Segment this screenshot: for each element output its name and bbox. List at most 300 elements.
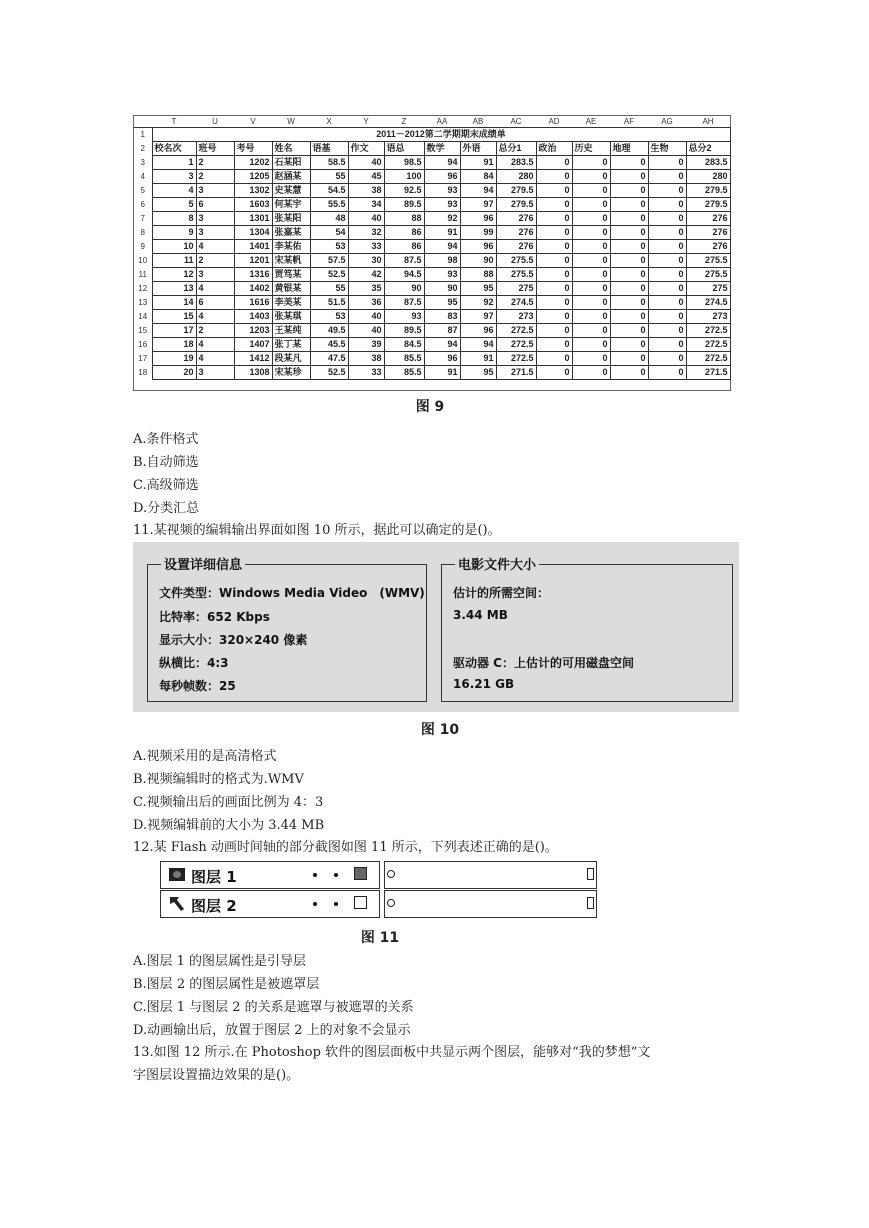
column-header: 总分2 [686, 142, 730, 156]
row-number: 3 [134, 156, 152, 170]
row-number: 18 [134, 366, 152, 380]
table-cell: 92.5 [384, 184, 424, 198]
figure-11-caption: 图 11 [360, 930, 400, 946]
figure-10-export-dialog [133, 542, 739, 712]
column-letter: Z [384, 116, 424, 128]
table-cell: 38 [348, 352, 384, 366]
table-cell: 0 [536, 198, 572, 212]
outline-box-icon[interactable] [354, 867, 367, 880]
row-number: 9 [134, 240, 152, 254]
table-cell: 1308 [234, 366, 272, 380]
table-cell: 274.5 [686, 296, 730, 310]
row-number: 8 [134, 226, 152, 240]
table-cell: 0 [610, 198, 648, 212]
table-row [134, 324, 730, 338]
table-cell: 0 [610, 254, 648, 268]
table-cell: 0 [536, 352, 572, 366]
table-cell: 14 [152, 296, 196, 310]
layer-2-row[interactable] [160, 890, 380, 918]
row-number: 17 [134, 352, 152, 366]
column-letter: AF [610, 116, 648, 128]
table-cell: 0 [536, 156, 572, 170]
table-cell: 55 [310, 170, 348, 184]
table-cell: 0 [572, 254, 610, 268]
table-cell: 93 [384, 310, 424, 324]
fps-line: 每秒帧数：25 [159, 679, 236, 693]
table-cell: 0 [648, 184, 686, 198]
table-cell: 90 [460, 254, 496, 268]
table-cell: 95 [460, 282, 496, 296]
free-space-value: 16.21 GB [453, 677, 515, 691]
table-cell: 54 [310, 226, 348, 240]
column-letter: T [152, 116, 196, 128]
table-cell: 96 [460, 212, 496, 226]
file-type-line: 文件类型：Windows Media Video (WMV) [159, 586, 425, 600]
column-header: 政治 [536, 142, 572, 156]
column-header: 语总 [384, 142, 424, 156]
table-cell: 275.5 [496, 268, 536, 282]
table-cell: 0 [572, 366, 610, 380]
column-letter: AE [572, 116, 610, 128]
table-cell: 10 [152, 240, 196, 254]
table-cell: 0 [648, 212, 686, 226]
table-cell: 8 [152, 212, 196, 226]
table-cell: 0 [610, 170, 648, 184]
keyframe-icon[interactable] [387, 870, 395, 878]
column-letter: AC [496, 116, 536, 128]
q12-option-b: B.图层 2 的图层属性是被遮罩层 [133, 977, 320, 992]
q11-option-a: A.视频采用的是高清格式 [133, 749, 277, 764]
table-cell: 52.5 [310, 268, 348, 282]
table-cell: 99 [460, 226, 496, 240]
keyframe-icon[interactable] [387, 899, 395, 907]
table-cell: 0 [648, 352, 686, 366]
end-frame-icon[interactable] [587, 897, 594, 909]
aspect-ratio-line: 纵横比：4:3 [159, 656, 229, 670]
table-cell: 45 [348, 170, 384, 184]
table-cell: 0 [610, 282, 648, 296]
table-cell: 276 [496, 226, 536, 240]
column-header: 作文 [348, 142, 384, 156]
layer-2-name: 图层 2 [191, 897, 237, 915]
table-cell: 93 [424, 184, 460, 198]
table-cell: 54.5 [310, 184, 348, 198]
column-header: 外语 [460, 142, 496, 156]
table-cell: 279.5 [686, 184, 730, 198]
table-cell: 58.5 [310, 156, 348, 170]
column-header: 地理 [610, 142, 648, 156]
table-cell: 0 [572, 184, 610, 198]
table-cell: 49.5 [310, 324, 348, 338]
table-cell: 2 [196, 324, 234, 338]
table-cell: 段某凡 [272, 352, 310, 366]
table-cell: 0 [536, 268, 572, 282]
table-cell: 18 [152, 338, 196, 352]
column-header-row [134, 116, 730, 128]
table-cell: 93 [424, 268, 460, 282]
column-header: 总分1 [496, 142, 536, 156]
table-cell: 96 [424, 352, 460, 366]
table-cell: 279.5 [496, 198, 536, 212]
table-cell: 2 [196, 156, 234, 170]
table-cell: 0 [536, 338, 572, 352]
q10-option-b: B.自动筛选 [133, 455, 199, 470]
table-cell: 1304 [234, 226, 272, 240]
table-cell: 94 [424, 240, 460, 254]
table-cell: 4 [196, 352, 234, 366]
table-cell: 0 [610, 184, 648, 198]
table-cell: 84 [460, 170, 496, 184]
table-cell: 5 [152, 198, 196, 212]
file-size-group-title: 电影文件大小 [455, 554, 539, 573]
visibility-dot[interactable] [313, 902, 317, 906]
table-cell: 87 [424, 324, 460, 338]
table-cell: 张某阳 [272, 212, 310, 226]
table-cell: 91 [460, 156, 496, 170]
estimated-space-label: 估计的所需空间： [453, 586, 550, 600]
table-cell: 3 [196, 212, 234, 226]
table-cell: 276 [686, 240, 730, 254]
table-cell: 17 [152, 324, 196, 338]
table-cell: 94 [460, 338, 496, 352]
table-cell: 0 [610, 240, 648, 254]
table-cell: 87.5 [384, 296, 424, 310]
table-cell: 1316 [234, 268, 272, 282]
table-cell: 0 [648, 324, 686, 338]
end-frame-icon[interactable] [587, 868, 594, 880]
table-cell: 1401 [234, 240, 272, 254]
table-cell: 9 [152, 226, 196, 240]
table-cell: 1603 [234, 198, 272, 212]
table-cell: 36 [348, 296, 384, 310]
table-cell: 89.5 [384, 198, 424, 212]
table-cell: 272.5 [496, 352, 536, 366]
table-cell: 283.5 [686, 156, 730, 170]
table-cell: 55.5 [310, 198, 348, 212]
table-cell: 85.5 [384, 366, 424, 380]
column-header: 校名次 [152, 142, 196, 156]
table-cell: 53 [310, 310, 348, 324]
table-cell: 0 [572, 198, 610, 212]
table-cell: 280 [686, 170, 730, 184]
table-cell: 宋某帆 [272, 254, 310, 268]
table-cell: 90 [424, 282, 460, 296]
table-cell: 283.5 [496, 156, 536, 170]
table-cell: 88 [460, 268, 496, 282]
table-cell: 0 [572, 156, 610, 170]
q12-stem: 12.某 Flash 动画时间轴的部分截图如图 11 所示，下列表述正确的是()。 [133, 840, 558, 855]
table-cell: 272.5 [686, 338, 730, 352]
table-cell: 0 [572, 268, 610, 282]
table-row [134, 310, 730, 324]
table-cell: 280 [496, 170, 536, 184]
table-cell: 1301 [234, 212, 272, 226]
table-cell: 0 [572, 212, 610, 226]
q12-option-c: C.图层 1 与图层 2 的关系是遮罩与被遮罩的关系 [133, 1000, 414, 1015]
display-size-line: 显示大小：320×240 像素 [159, 633, 308, 647]
row-number: 11 [134, 268, 152, 282]
column-header: 考号 [234, 142, 272, 156]
table-row [134, 184, 730, 198]
figure-9-caption: 图 9 [415, 399, 445, 415]
table-cell: 89.5 [384, 324, 424, 338]
estimated-space-value: 3.44 MB [453, 608, 508, 622]
table-cell: 0 [572, 240, 610, 254]
table-cell: 0 [610, 268, 648, 282]
table-cell: 0 [648, 254, 686, 268]
column-letter: AB [460, 116, 496, 128]
table-cell: 0 [648, 240, 686, 254]
table-cell: 47.5 [310, 352, 348, 366]
table-cell: 4 [152, 184, 196, 198]
table-cell: 1402 [234, 282, 272, 296]
table-row [134, 296, 730, 310]
table-cell: 15 [152, 310, 196, 324]
table-cell: 王某纯 [272, 324, 310, 338]
table-cell: 石某阳 [272, 156, 310, 170]
row-number: 1 [134, 128, 152, 142]
lock-dot[interactable] [334, 902, 338, 906]
table-cell: 94 [424, 156, 460, 170]
table-cell: 1202 [234, 156, 272, 170]
table-cell: 0 [536, 296, 572, 310]
table-cell: 13 [152, 282, 196, 296]
table-row [134, 170, 730, 184]
table-cell: 98 [424, 254, 460, 268]
table-cell: 0 [610, 156, 648, 170]
q11-option-c: C.视频输出后的画面比例为 4：3 [133, 795, 324, 810]
table-cell: 3 [196, 366, 234, 380]
table-cell: 0 [648, 310, 686, 324]
table-cell: 276 [686, 212, 730, 226]
table-cell: 87.5 [384, 254, 424, 268]
q13-stem-line-1: 13.如图 12 所示.在 Photoshop 软件的图层面板中共显示两个图层，能够对“我的梦想”文 [133, 1045, 651, 1060]
visibility-dot[interactable] [313, 873, 317, 877]
table-cell: 宋某珍 [272, 366, 310, 380]
table-cell: 32 [348, 226, 384, 240]
table-cell: 1403 [234, 310, 272, 324]
table-cell: 0 [572, 282, 610, 296]
table-cell: 30 [348, 254, 384, 268]
lock-dot[interactable] [334, 873, 338, 877]
row-number: 14 [134, 310, 152, 324]
table-cell: 275.5 [686, 254, 730, 268]
table-cell: 91 [460, 352, 496, 366]
table-cell: 97 [460, 198, 496, 212]
table-cell: 0 [610, 324, 648, 338]
table-cell: 57.5 [310, 254, 348, 268]
table-cell: 48 [310, 212, 348, 226]
table-row [134, 352, 730, 366]
table-cell: 279.5 [686, 198, 730, 212]
table-cell: 272.5 [496, 324, 536, 338]
table-cell: 84.5 [384, 338, 424, 352]
table-cell: 0 [536, 282, 572, 296]
q12-option-d: D.动画输出后，放置于图层 2 上的对象不会显示 [133, 1023, 411, 1038]
table-cell: 赵涵某 [272, 170, 310, 184]
table-cell: 史某慧 [272, 184, 310, 198]
table-cell: 0 [610, 212, 648, 226]
table-cell: 1412 [234, 352, 272, 366]
figure-10-caption: 图 10 [420, 722, 460, 738]
table-cell: 3 [196, 184, 234, 198]
row-number: 6 [134, 198, 152, 212]
figure-11-timeline [160, 859, 597, 919]
table-cell: 0 [648, 156, 686, 170]
table-cell: 0 [648, 226, 686, 240]
table-cell: 11 [152, 254, 196, 268]
table-cell: 95 [460, 366, 496, 380]
table-cell: 0 [536, 184, 572, 198]
corner-cell [134, 116, 152, 128]
table-cell: 86 [384, 226, 424, 240]
table-cell: 0 [648, 282, 686, 296]
table-cell: 276 [496, 212, 536, 226]
table-cell: 0 [610, 366, 648, 380]
table-cell: 3 [152, 170, 196, 184]
table-cell: 279.5 [496, 184, 536, 198]
table-cell: 272.5 [686, 352, 730, 366]
header-row [134, 142, 730, 156]
table-cell: 92 [460, 296, 496, 310]
table-cell: 1201 [234, 254, 272, 268]
table-cell: 19 [152, 352, 196, 366]
table-cell: 39 [348, 338, 384, 352]
score-table [134, 116, 731, 380]
row-number: 16 [134, 338, 152, 352]
table-cell: 贾笃某 [272, 268, 310, 282]
table-cell: 95 [424, 296, 460, 310]
settings-group-title: 设置详细信息 [161, 554, 245, 573]
table-cell: 42 [348, 268, 384, 282]
q13-stem-line-2: 字图层设置描边效果的是()。 [133, 1068, 300, 1083]
row-number: 15 [134, 324, 152, 338]
column-letter: AG [648, 116, 686, 128]
q11-option-b: B.视频编辑时的格式为.WMV [133, 772, 304, 787]
table-cell: 96 [424, 170, 460, 184]
table-cell: 96 [460, 240, 496, 254]
q11-stem: 11.某视频的编辑输出界面如图 10 所示，据此可以确定的是()。 [133, 523, 501, 538]
table-cell: 51.5 [310, 296, 348, 310]
table-cell: 97 [460, 310, 496, 324]
layer-1-name: 图层 1 [191, 868, 237, 886]
column-header: 班号 [196, 142, 234, 156]
title-row [134, 128, 730, 142]
sheet-title: 2011－2012第二学期期末成绩单 [152, 128, 730, 142]
table-cell: 12 [152, 268, 196, 282]
table-row [134, 366, 730, 380]
table-cell: 52.5 [310, 366, 348, 380]
table-cell: 94 [460, 184, 496, 198]
row-number: 2 [134, 142, 152, 156]
q10-option-a: A.条件格式 [133, 432, 199, 447]
row-number: 5 [134, 184, 152, 198]
table-cell: 6 [196, 198, 234, 212]
table-cell: 40 [348, 324, 384, 338]
table-cell: 1302 [234, 184, 272, 198]
table-cell: 0 [572, 170, 610, 184]
table-cell: 0 [536, 226, 572, 240]
table-cell: 4 [196, 310, 234, 324]
table-cell: 274.5 [496, 296, 536, 310]
table-cell: 1407 [234, 338, 272, 352]
table-cell: 0 [572, 338, 610, 352]
table-cell: 40 [348, 310, 384, 324]
q11-option-d: D.视频编辑前的大小为 3.44 MB [133, 818, 325, 833]
guide-layer-icon [167, 895, 187, 913]
table-cell: 33 [348, 240, 384, 254]
table-cell: 0 [572, 296, 610, 310]
table-cell: 0 [648, 296, 686, 310]
table-cell: 271.5 [686, 366, 730, 380]
table-cell: 91 [424, 366, 460, 380]
table-row [134, 156, 730, 170]
table-cell: 4 [196, 282, 234, 296]
table-cell: 2 [196, 254, 234, 268]
column-letter: U [196, 116, 234, 128]
row-number: 10 [134, 254, 152, 268]
table-cell: 0 [610, 296, 648, 310]
table-cell: 何某宇 [272, 198, 310, 212]
q10-option-d: D.分类汇总 [133, 501, 200, 516]
table-cell: 98.5 [384, 156, 424, 170]
table-cell: 3 [196, 226, 234, 240]
table-cell: 33 [348, 366, 384, 380]
layer-1-row[interactable] [160, 861, 380, 889]
table-row [134, 338, 730, 352]
table-cell: 100 [384, 170, 424, 184]
table-cell: 0 [610, 338, 648, 352]
table-row [134, 240, 730, 254]
table-cell: 0 [648, 268, 686, 282]
table-cell: 张丁某 [272, 338, 310, 352]
table-cell: 0 [536, 240, 572, 254]
table-cell: 6 [196, 296, 234, 310]
q10-option-c: C.高级筛选 [133, 478, 199, 493]
table-cell: 90 [384, 282, 424, 296]
table-cell: 0 [536, 170, 572, 184]
table-row [134, 268, 730, 282]
table-cell: 0 [536, 254, 572, 268]
table-cell: 271.5 [496, 366, 536, 380]
table-cell: 0 [610, 352, 648, 366]
table-cell: 1205 [234, 170, 272, 184]
table-cell: 92 [424, 212, 460, 226]
table-cell: 94.5 [384, 268, 424, 282]
table-cell: 20 [152, 366, 196, 380]
table-cell: 0 [610, 226, 648, 240]
table-cell: 275 [496, 282, 536, 296]
table-cell: 0 [536, 310, 572, 324]
table-cell: 275.5 [686, 268, 730, 282]
table-cell: 91 [424, 226, 460, 240]
table-cell: 276 [496, 240, 536, 254]
column-letter: X [310, 116, 348, 128]
figure-9-spreadsheet [133, 115, 731, 391]
table-cell: 1203 [234, 324, 272, 338]
table-cell: 0 [572, 324, 610, 338]
table-cell: 35 [348, 282, 384, 296]
layer-2-frames[interactable] [384, 890, 597, 918]
table-cell: 273 [686, 310, 730, 324]
table-cell: 93 [424, 198, 460, 212]
layer-1-frames[interactable] [384, 861, 597, 889]
table-cell: 4 [196, 240, 234, 254]
outline-box-icon[interactable] [354, 896, 367, 909]
table-cell: 275.5 [496, 254, 536, 268]
table-cell: 94 [424, 338, 460, 352]
table-cell: 55 [310, 282, 348, 296]
